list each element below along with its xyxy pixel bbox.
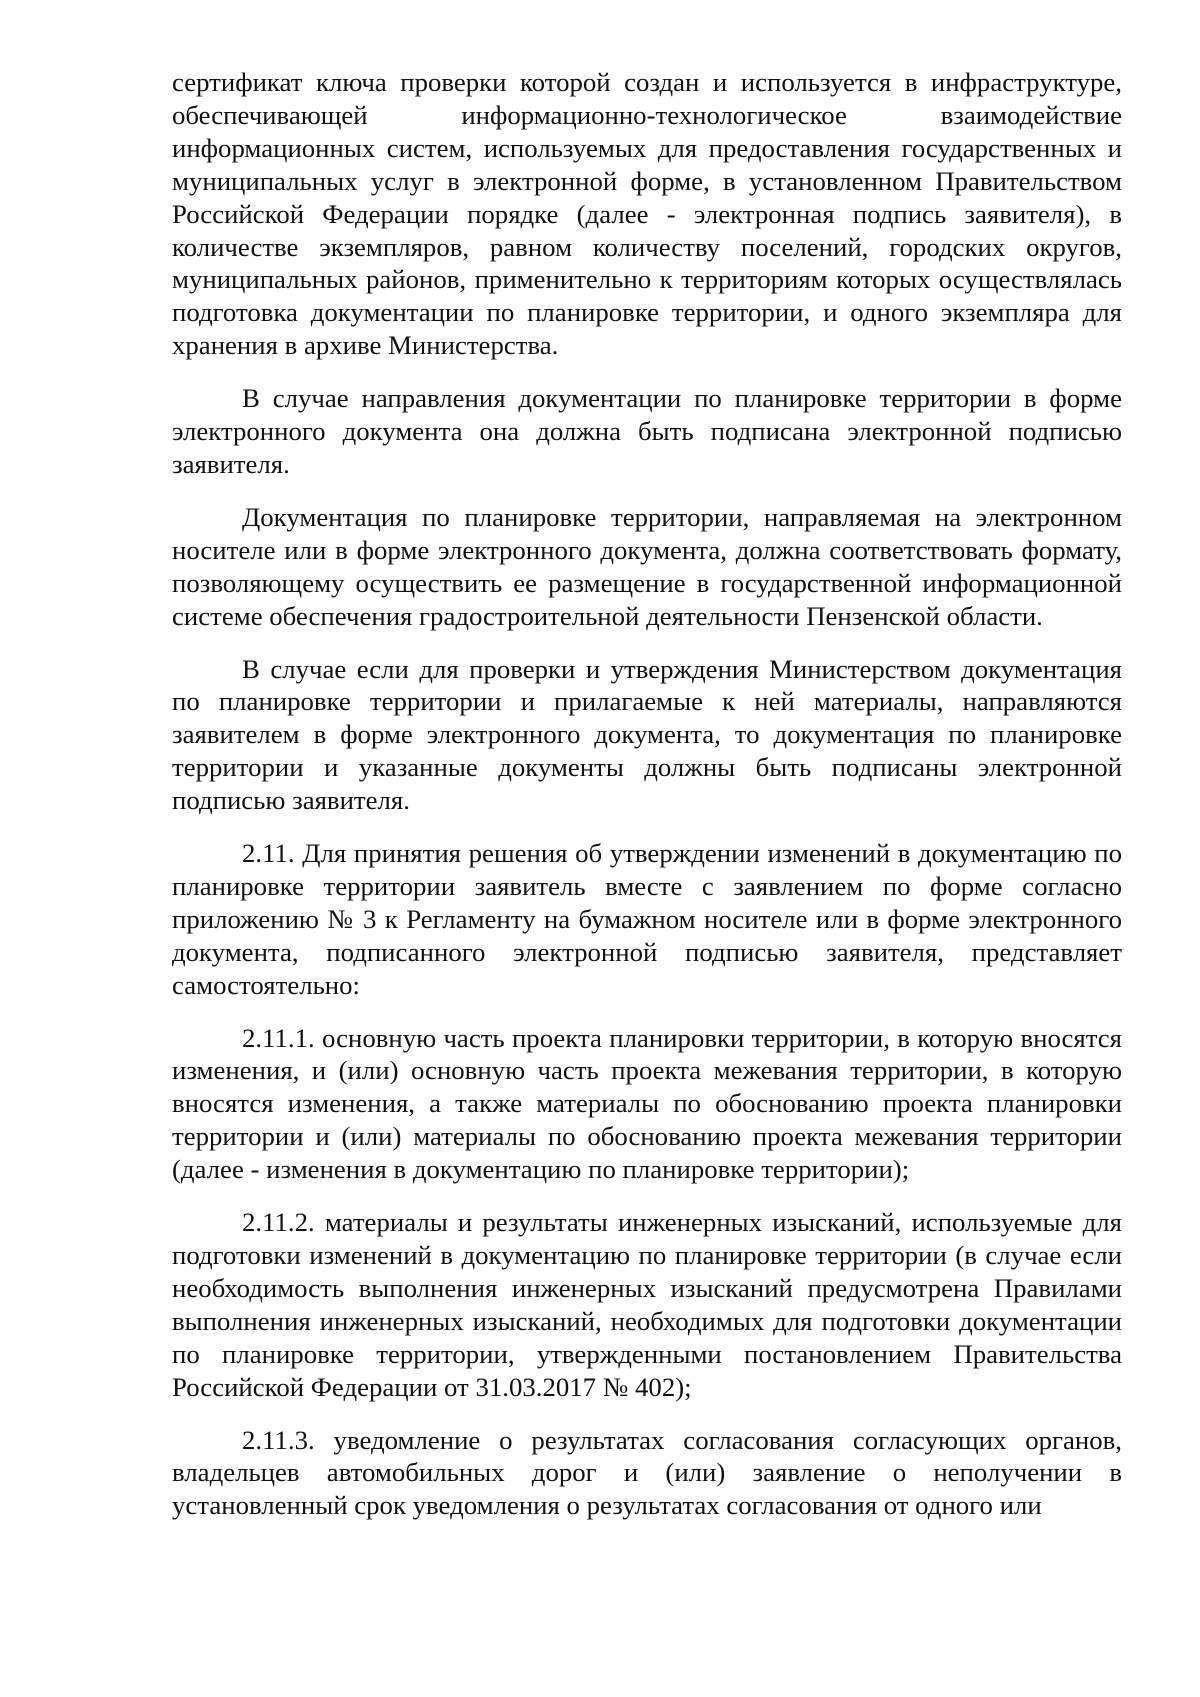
document-body (172, 66, 1122, 1522)
paragraph-electronic-submission: В случае если для проверки и утверждения Министерством документация по планировке территории и прилагаемые к ней материалы, направляются заявителем в форме электронного документа, то документация по планировке территории и указанные документы должны быть подписаны электронной подписью заявителя. (172, 653, 1122, 816)
paragraph-2-11-2: 2.11.2. материалы и результаты инженерных изысканий, используемые для подготовки изменений в документацию по планировке территории (в случае если необходимость выполнения инженерных изысканий предусмотрена Правилами выполнения инженерных изысканий, необходимых для подготовки документации по планировке территории, утвержденными постановлением Правительства Российской Федерации от 31.03.2017 № 402); (172, 1207, 1122, 1402)
paragraph-2-11-3: 2.11.3. уведомление о результатах согласования согласующих органов, владельцев автомобильных дорог и (или) заявление о неполучении в установленный срок уведомления о результатах согласования от одного или (172, 1424, 1122, 1521)
paragraph-2-11-1: 2.11.1. основную часть проекта планировки территории, в которую вносятся изменения, и (или) основную часть проекта межевания территории, в которую вносятся изменения, а также материалы по обоснованию проекта планировки территории и (или) материалы по обоснованию проекта межевания территории (далее - изменения в документацию по планировке территории); (172, 1022, 1122, 1185)
paragraph-continuation: сертификат ключа проверки которой создан и используется в инфраструктуре, обеспечивающей информационно-технологическое взаимодействие информационных систем, используемых для предоставления государственных и муниципальных услуг в электронной форме, в установленном Правительством Российской Федерации порядке (далее - электронная подпись заявителя), в количестве экземпляров, равном количеству поселений, городских округов, муниципальных районов, применительно к территориям которых осуществлялась подготовка документации по планировке территории, и одного экземпляра для хранения в архиве Министерства. (172, 67, 1122, 361)
paragraph-2-11: 2.11. Для принятия решения об утверждении изменений в документацию по планировке территории заявитель вместе с заявлением по форме согласно приложению № 3 к Регламенту на бумажном носителе или в форме электронного документа, подписанного электронной подписью заявителя, представляет самостоятельно: (172, 838, 1122, 1000)
paragraph-electronic-signature: В случае направления документации по планировке территории в форме электронного документа она должна быть подписана электронной подписью заявителя. (172, 383, 1122, 479)
paragraph-format-requirements: Документация по планировке территории, направляемая на электронном носителе или в форме электронного документа, должна соответствовать формату, позволяющему осуществить ее размещение в государственной информационной системе обеспечения градостроительной деятельности Пензенской области. (172, 501, 1122, 631)
